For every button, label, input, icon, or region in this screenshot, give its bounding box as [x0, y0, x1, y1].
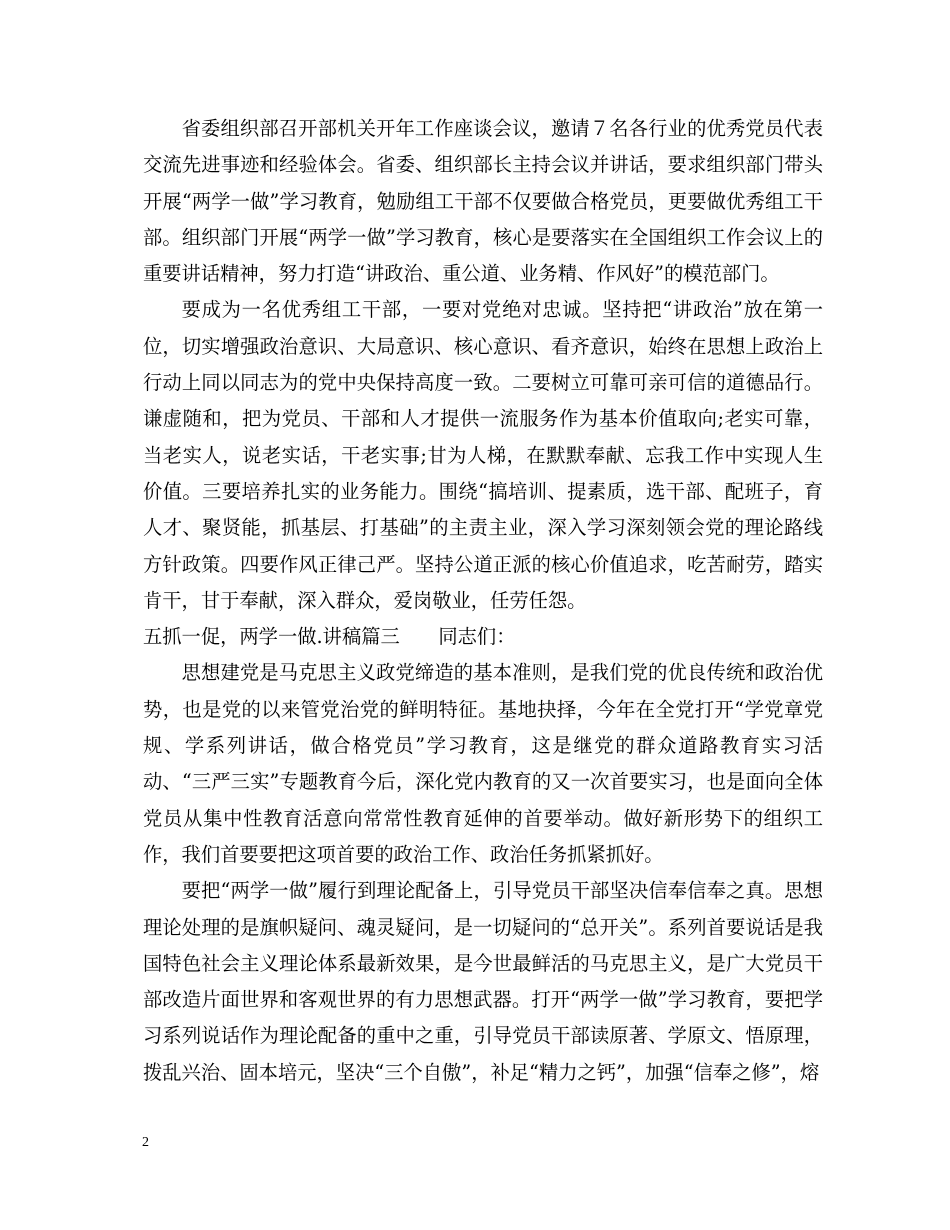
paragraph-excellent-cadre: 要成为一名优秀组工干部，一要对党绝对忠诚。坚持把“讲政治”放在第一位，切实增强政治意识、大局意识、核心意识、看齐意识，始终在思想上政治上行动上同以同志为的党中央保持高度一致。二要树立可靠可亲可信的道德品行。谦虚随和，把为党员、干部和人才提供一流服务作为基本价值取向;老实可靠，当老实人，说老实话，干老实事;甘为人梯，在默默奉献、忘我工作中实现人生价值。三要培养扎实的业务能力。围绕“搞培训、提素质，选干部、配班子，育人才、聚贤能，抓基层、打基础”的主责主业，深入学习深刻领会党的理论路线方针政策。四要作风正律己严。坚持公道正派的核心价值追求，吃苦耐劳，踏实肯干，甘于奉献，深入群众，爱岗敬业，任劳任怨。 [143, 298, 823, 612]
paragraph-speech-heading: 五抓一促，两学一做.讲稿篇三 同志们： [143, 625, 516, 649]
paragraph-ideological-party-building: 思想建党是马克思主义政党缔造的基本准则，是我们党的优良传统和政治优势，也是党的以来管党治党的鲜明特征。基地抉择，今年在全党打开“学党章党规、学系列讲话，做合格党员”学习教育，这是继党的群众道路教育实习活动、“三严三实”专题教育今后，深化党内教育的又一次首要实习，也是面向全体党员从集中性教育活意向常常性教育延伸的首要举动。做好新形势下的组织工作，我们首要要把这项首要的政治工作、政治任务抓紧抓好。 [143, 661, 823, 866]
paragraph-meeting: 省委组织部召开部机关开年工作座谈会议，邀请７名各行业的优秀党员代表交流先进事迹和经验体会。省委、组织部长主持会议并讲话，要求组织部门带头开展“两学一做”学习教育，勉励组工干部不仅要做合格党员，更要做优秀组工干部。组织部门开展“两学一做”学习教育，核心是要落实在全国组织工作会议上的重要讲话精神，努力打造“讲政治、重公道、业务精、作风好”的模范部门。 [143, 117, 823, 286]
page-number: 2 [142, 1135, 149, 1150]
paragraph-theoretical-equipment: 要把“两学一做”履行到理论配备上，引导党员干部坚决信奉信奉之真。思想理论处理的是旗帜疑问、魂灵疑问，是一切疑问的“总开关”。系列首要说话是我国特色社会主义理论体系最新效果，是今世最鲜活的马克思主义，是广大党员干部改造片面世界和客观世界的有力思想武器。打开“两学一做”学习教育，要把学习系列说话作为理论配备的重中之重，引导党员干部读原著、学原文、悟原理，拨乱兴治、固本培元，坚决“三个自傲”，补足“精力之钙”，加强“信奉之修”，熔 [143, 879, 823, 1084]
document-body [143, 111, 823, 1091]
